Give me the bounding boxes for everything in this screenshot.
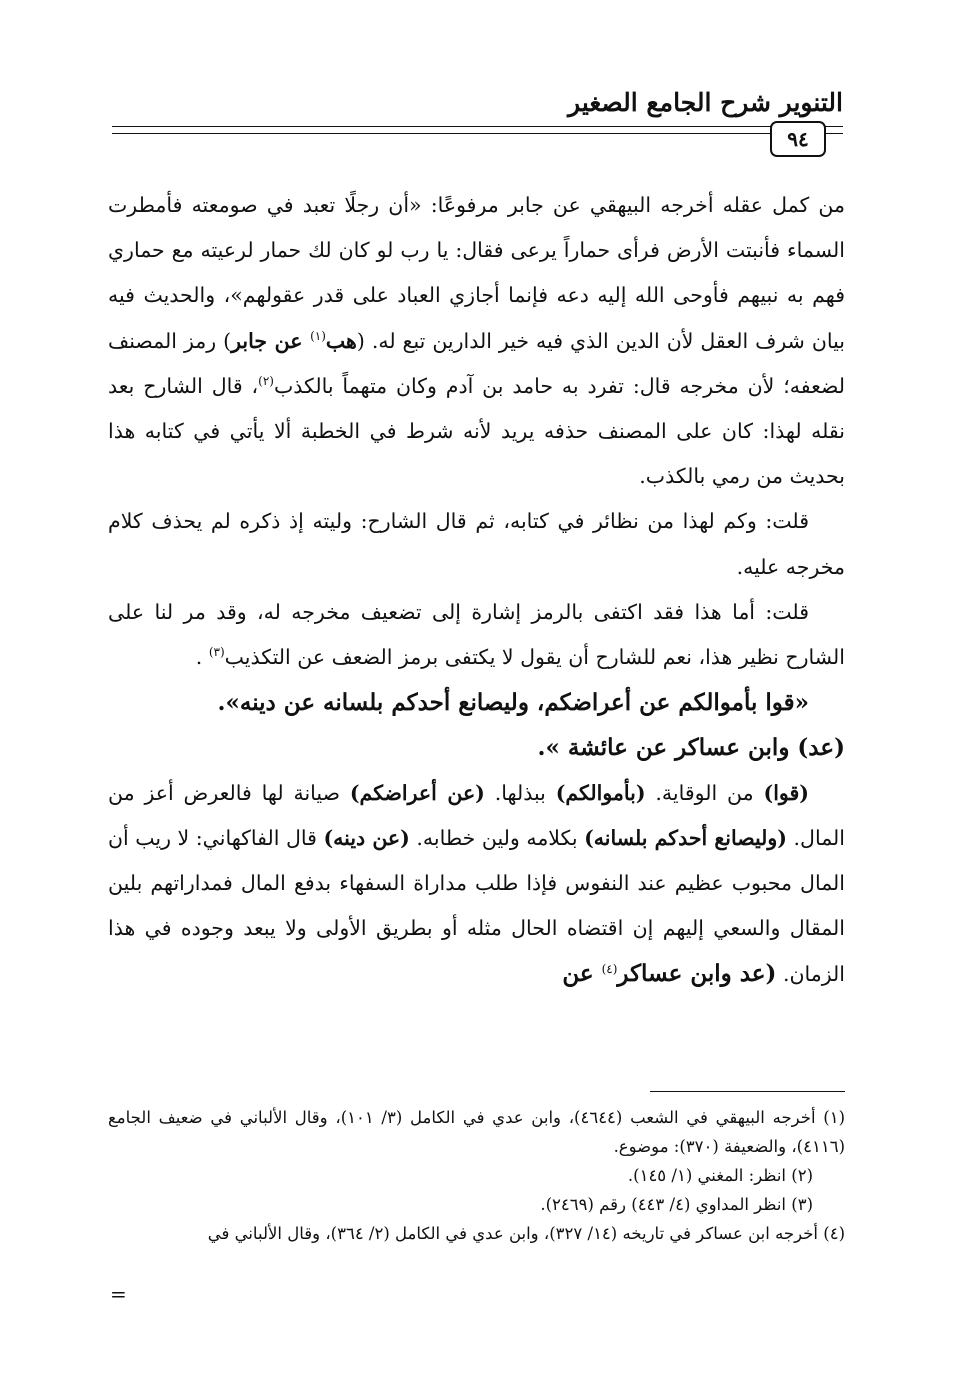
quoted-word: (بأموالكم): [555, 780, 646, 805]
quoted-word: (وليصانع أحدكم بلسانه): [584, 825, 788, 850]
footnote-3: (٣) انظر المداوي (٤/ ٤٤٣) رقم (٢٤٦٩).: [540, 1195, 813, 1214]
paragraph-3-end: .: [195, 645, 209, 670]
footnotes: [108, 1103, 845, 1248]
hadith-source: (عد) وابن عساكر عن عائشة ».: [537, 734, 845, 762]
footnote-ref-1: (١): [310, 328, 326, 343]
source-citation-cont: عن: [562, 960, 602, 988]
source-citation: (عد وابن عساكر: [617, 960, 777, 988]
running-header-title: التنوير شرح الجامع الصغير: [568, 88, 843, 117]
footnote-ref-3: (٣): [208, 645, 225, 660]
commentary-paragraph: [108, 771, 845, 998]
paragraph-1-text-cont: ) رمز المصنف لضعفه؛ لأن مخرجه قال: تفرد به حامد بن آدم وكان متهماً بالكذب: [108, 328, 845, 398]
quoted-word: (عن أعراضكم): [349, 780, 485, 805]
paragraph-1: [108, 183, 845, 499]
header-rule-bottom: [112, 133, 843, 134]
quoted-word: (عن دينه): [323, 825, 410, 850]
footnote-4: (٤) أخرجه ابن عساكر في تاريخه (١٤/ ٣٢٧)، وابن عدي في الكامل (٢/ ٣٦٤)، وقال الألباني في: [207, 1224, 845, 1243]
footnote-2: (٢) انظر: المغني (١/ ١٤٥).: [627, 1166, 813, 1185]
commentary-text: ببذلها.: [484, 780, 556, 805]
commentary-text: بكلامه ولين خطابه.: [409, 825, 585, 850]
header-rule-top: [112, 126, 843, 127]
hadith-text: «قوا بأموالكم عن أعراضكم، وليصانع أحدكم بلسانه عن دينه».: [217, 689, 809, 717]
footnote-ref-4: (٤): [601, 962, 618, 977]
paragraph-2: قلت: وكم لهذا من نظائر في كتابه، ثم قال الشارح: وليته إذ ذكره لم يحذف كلام مخرجه عليه.: [108, 509, 845, 579]
footnote-separator: [650, 1091, 845, 1092]
paragraph-3-text: قلت: أما هذا فقد اكتفى بالرمز إشارة إلى تضعيف مخرجه له، وقد مر لنا على الشارح نظير هذا، نعم للشارح أن يقول لا يكتفى برمز الضعف عن التكذيب: [108, 599, 845, 670]
page-number: ٩٤: [770, 121, 826, 157]
narrator-jabir: عن جابر: [231, 328, 311, 353]
quoted-word: (قوا): [763, 780, 809, 805]
commentary-text: قال الفاكهاني: لا ريب أن المال محبوب عظيم عند النفوس فإذا طلب مداراة السفهاء بدفع المال فمداراتهم بلين المقال والسعي إليهم إن اقتضاه الحال مثله أو بطريق الأولى ولا يبعد وجوده في هذا الزمان.: [108, 825, 845, 987]
paragraph-1-text: من كمل عقله أخرجه البيهقي عن جابر مرفوعًا: «أن رجلًا تعبد في صومعته فأمطرت السماء فأنبتت الأرض فرأى حماراً يرعى فقال: يا رب لو كان لك حمار لرعيته مع حماري فهم به نبيهم فأوحى الله إليه دعه فإنما أجازي العباد على قدر عقولهم»، والحديث فيه بيان شرف العقل لأن الدين الذي فيه خير الدارين تبع له. (: [108, 193, 846, 353]
footnote-1: (١) أخرجه البيهقي في الشعب (٤٦٤٤)، وابن عدي في الكامل (٣/ ١٠١)، وقال الألباني في ضعيف الجامع (٤١١٦)، والضعيفة (٣٧٠): موضوع.: [108, 1108, 845, 1156]
commentary-text: صيانة لها فالعرض أعز من المال.: [108, 780, 845, 850]
hadith-entry: [108, 680, 845, 725]
commentary-text: من الوقاية.: [645, 780, 764, 805]
main-text: [108, 183, 845, 998]
continuation-mark: =: [110, 1282, 127, 1306]
paragraph-1-text-end: ، قال الشارح بعد نقله لهذا: كان على المصنف حذفه يريد لأنه شرط في الخطبة ألا يأتي في كتابه هذا بحديث من رمي بالكذب.: [108, 373, 845, 489]
footnote-ref-2: (٢): [258, 373, 274, 388]
paragraph-3: [108, 590, 845, 680]
source-code-hab: هب: [325, 328, 357, 353]
